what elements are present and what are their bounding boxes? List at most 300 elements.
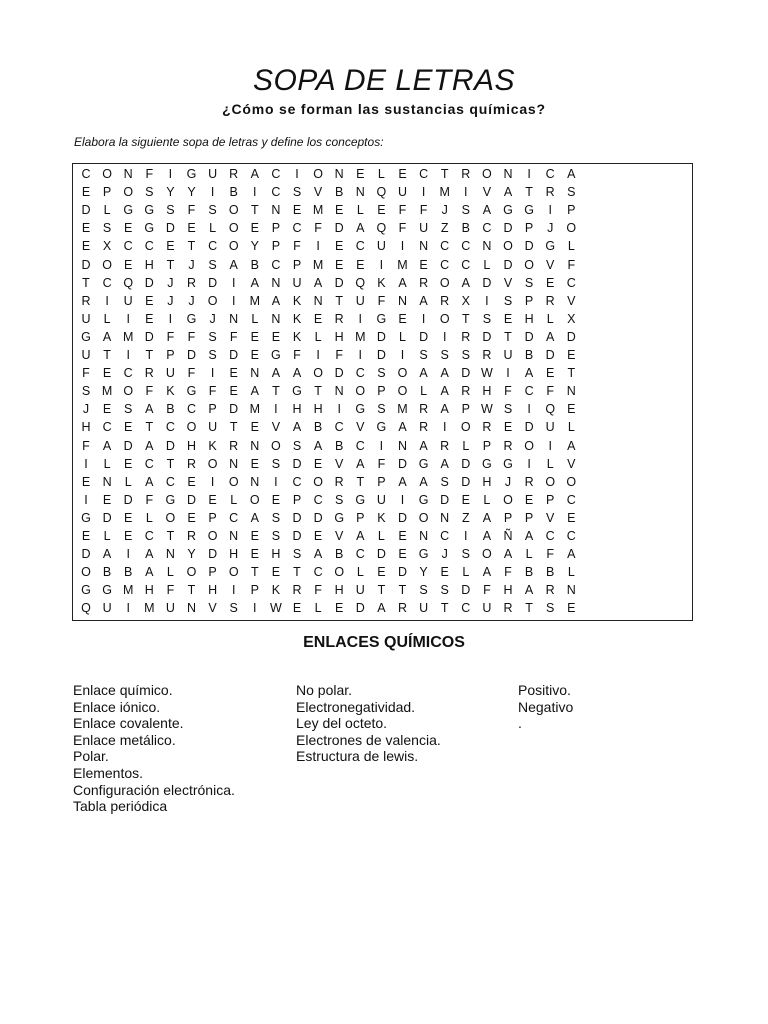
grid-letter: C <box>102 420 112 435</box>
grid-letter: C <box>566 529 576 543</box>
grid-letter: H <box>208 583 218 598</box>
grid-letter: V <box>567 456 576 471</box>
grid-letter: D <box>376 547 386 562</box>
grid-letter: S <box>208 257 217 272</box>
grid-letter: P <box>524 293 534 308</box>
grid-letter: G <box>545 239 556 254</box>
grid-letter: T <box>166 529 175 543</box>
grid-letter: B <box>524 565 534 580</box>
grid-letter: F <box>166 329 175 344</box>
grid-letter: B <box>313 420 323 435</box>
grid-letter: A <box>419 293 428 308</box>
grid-letter: V <box>546 257 555 272</box>
grid-letter: P <box>524 510 534 525</box>
grid-letter: R <box>144 366 154 381</box>
grid-letter: I <box>84 456 88 471</box>
grid-letter: N <box>566 583 576 598</box>
grid-letter: D <box>81 257 91 272</box>
grid-letter: S <box>440 474 449 489</box>
grid-letter: O <box>207 529 218 543</box>
grid-letter: L <box>525 547 533 562</box>
grid-letter: T <box>567 366 576 381</box>
grid-letter: H <box>186 438 197 453</box>
grid-letter: D <box>566 329 576 344</box>
grid-letter: U <box>355 583 365 598</box>
grid-letter: E <box>356 167 365 181</box>
grid-letter: I <box>400 348 405 362</box>
grid-letter: E <box>292 203 302 218</box>
grid-letter: E <box>102 492 112 507</box>
grid-letter: A <box>524 529 534 543</box>
grid-letter: B <box>166 402 175 417</box>
grid-letter: N <box>397 293 408 308</box>
grid-letter: E <box>250 547 259 562</box>
grid-letter: I <box>126 547 130 562</box>
grid-letter: S <box>229 601 238 616</box>
grid-letter: A <box>419 366 428 381</box>
grid-letter: K <box>292 293 302 308</box>
grid-letter: N <box>334 167 344 181</box>
grid-letter: C <box>123 239 133 254</box>
grid-letter: R <box>186 275 197 290</box>
page-subtitle: ¿Cómo se forman las sustancias químicas? <box>222 101 546 117</box>
grid-letter: E <box>503 420 513 435</box>
grid-letter: A <box>503 185 513 200</box>
grid-letter: G <box>292 384 302 399</box>
grid-letter: R <box>419 420 429 435</box>
grid-letter: L <box>462 565 470 580</box>
grid-letter: J <box>167 275 174 290</box>
grid-letter: C <box>461 257 471 272</box>
grid-letter: R <box>440 293 450 308</box>
grid-letter: R <box>503 601 513 616</box>
grid-letter: U <box>81 348 91 362</box>
grid-letter: I <box>442 329 447 344</box>
grid-letter: S <box>102 221 112 236</box>
grid-letter: A <box>546 329 555 344</box>
grid-letter: A <box>313 438 323 453</box>
grid-letter: E <box>524 492 534 507</box>
grid-letter: V <box>482 185 492 200</box>
grid-letter: A <box>145 402 154 417</box>
grid-letter: I <box>274 474 278 489</box>
grid-letter: B <box>335 438 344 453</box>
grid-letter: E <box>124 420 133 435</box>
grid-letter: U <box>292 275 302 290</box>
grid-letter: A <box>567 547 576 562</box>
grid-letter: U <box>165 601 175 616</box>
grid-letter: O <box>566 474 577 489</box>
grid-letter: E <box>229 366 238 381</box>
grid-letter: C <box>208 239 218 254</box>
grid-letter: H <box>144 257 154 272</box>
grid-letter: D <box>186 492 197 507</box>
grid-letter: O <box>313 366 323 381</box>
concept-item: Elementos. <box>73 764 144 781</box>
grid-letter: G <box>355 492 366 507</box>
grid-letter: P <box>271 239 281 254</box>
grid-letter: N <box>250 474 260 489</box>
grid-letter: F <box>335 348 343 362</box>
grid-letter: I <box>274 402 278 417</box>
grid-letter: X <box>461 293 470 308</box>
grid-letter: N <box>229 529 239 543</box>
concept-list-1 <box>73 682 235 815</box>
grid-letter: E <box>145 311 154 326</box>
grid-letter: I <box>295 167 299 181</box>
grid-letter: C <box>461 239 471 254</box>
grid-letter: G <box>524 203 534 218</box>
grid-letter: C <box>440 239 450 254</box>
grid-letter: C <box>102 275 112 290</box>
grid-letter: G <box>123 203 134 218</box>
grid-letter: I <box>253 185 257 200</box>
grid-letter: C <box>292 474 302 489</box>
grid-letter: U <box>355 293 365 308</box>
grid-letter: R <box>545 583 555 598</box>
grid-letter: M <box>355 329 366 344</box>
grid-letter: A <box>102 438 112 453</box>
grid-letter: X <box>567 311 576 326</box>
grid-letter: N <box>566 384 576 399</box>
grid-letter: U <box>419 221 429 236</box>
grid-letter: D <box>123 492 133 507</box>
grid-letter: E <box>81 221 91 236</box>
grid-letter: E <box>335 239 344 254</box>
grid-letter: E <box>377 565 386 580</box>
grid-letter: C <box>313 492 323 507</box>
grid-letter: G <box>503 456 513 471</box>
grid-letter: Y <box>166 185 175 200</box>
grid-letter: F <box>166 583 175 598</box>
grid-letter: C <box>419 167 429 181</box>
grid-letter: O <box>228 474 239 489</box>
grid-letter: I <box>464 185 468 200</box>
grid-letter: P <box>377 474 386 489</box>
grid-letter: S <box>377 402 386 417</box>
grid-letter: G <box>144 221 155 236</box>
grid-row <box>73 473 692 491</box>
grid-letter: D <box>482 275 492 290</box>
grid-letter: E <box>187 510 196 525</box>
grid-letter: H <box>292 402 302 417</box>
grid-letter: O <box>123 185 134 200</box>
grid-letter: O <box>249 492 260 507</box>
concept-item: Electrones de valencia. <box>296 731 441 748</box>
grid-letter: A <box>356 529 365 543</box>
grid-letter: E <box>567 601 576 616</box>
grid-letter: B <box>546 565 555 580</box>
grid-letter: E <box>503 311 513 326</box>
grid-row <box>73 328 692 346</box>
grid-letter: M <box>249 293 260 308</box>
grid-row <box>73 201 692 219</box>
grid-letter: N <box>165 547 175 562</box>
grid-letter: A <box>440 366 449 381</box>
grid-letter: N <box>123 167 133 181</box>
grid-letter: A <box>145 438 154 453</box>
grid-letter: D <box>461 456 471 471</box>
concept-item: Enlace covalente. <box>73 715 184 732</box>
grid-letter: A <box>250 167 259 181</box>
grid-letter: L <box>546 311 554 326</box>
grid-letter: D <box>482 329 492 344</box>
grid-letter: R <box>545 293 555 308</box>
grid-letter: S <box>461 547 470 562</box>
grid-letter: N <box>250 438 260 453</box>
grid-letter: F <box>398 203 407 218</box>
grid-letter: D <box>461 474 471 489</box>
grid-letter: G <box>165 492 176 507</box>
grid-letter: E <box>124 529 133 543</box>
grid-letter: W <box>269 601 282 616</box>
grid-letter: A <box>313 275 323 290</box>
grid-letter: J <box>547 221 554 236</box>
grid-letter: D <box>524 420 534 435</box>
grid-letter: C <box>165 420 175 435</box>
grid-letter: R <box>186 456 197 471</box>
grid-letter: M <box>312 203 324 218</box>
grid-letter: R <box>482 348 492 362</box>
grid-letter: A <box>440 384 449 399</box>
grid-letter: E <box>81 474 91 489</box>
grid-letter: T <box>504 329 512 344</box>
grid-letter: A <box>482 510 492 525</box>
grid-letter: E <box>229 384 238 399</box>
grid-letter: F <box>419 203 428 218</box>
grid-letter: N <box>440 510 450 525</box>
grid-letter: A <box>503 547 513 562</box>
grid-letter: D <box>208 275 218 290</box>
grid-letter: E <box>271 565 281 580</box>
grid-letter: L <box>166 565 174 580</box>
grid-row <box>73 274 692 292</box>
grid-letter: L <box>230 492 238 507</box>
grid-letter: X <box>102 239 112 254</box>
grid-letter: P <box>208 510 217 525</box>
grid-letter: T <box>166 257 175 272</box>
grid-letter: L <box>567 420 575 435</box>
grid-letter: E <box>335 257 344 272</box>
grid-letter: H <box>81 420 91 435</box>
concept-item: Enlace químico. <box>73 682 173 698</box>
grid-letter: O <box>228 221 239 236</box>
grid-letter: L <box>356 565 364 580</box>
grid-letter: G <box>81 583 91 598</box>
grid-letter: A <box>292 366 302 381</box>
grid-letter: E <box>81 529 91 543</box>
grid-letter: Q <box>545 402 556 417</box>
grid-letter: S <box>145 185 154 200</box>
grid-letter: S <box>503 293 513 308</box>
grid-letter: A <box>145 547 154 562</box>
grid-letter: G <box>144 203 155 218</box>
grid-letter: N <box>503 167 513 181</box>
grid-letter: O <box>207 456 218 471</box>
grid-row <box>73 310 692 328</box>
grid-letter: I <box>316 239 320 254</box>
grid-row <box>73 437 692 455</box>
grid-letter: U <box>208 167 218 181</box>
grid-letter: K <box>166 384 175 399</box>
grid-letter: L <box>546 456 554 471</box>
grid-letter: H <box>229 547 239 562</box>
grid-letter: B <box>524 348 534 362</box>
grid-letter: A <box>567 438 576 453</box>
concept-list-3 <box>518 682 573 732</box>
grid-letter: I <box>421 185 426 200</box>
grid-letter: E <box>398 311 407 326</box>
grid-letter: E <box>440 565 449 580</box>
grid-letter: S <box>81 384 91 399</box>
grid-letter: T <box>377 583 386 598</box>
grid-letter: C <box>271 185 281 200</box>
grid-letter: Q <box>376 221 387 236</box>
concept-item: Ley del octeto. <box>296 715 388 732</box>
grid-letter: C <box>524 384 534 399</box>
grid-letter: G <box>102 583 112 598</box>
grid-letter: I <box>506 366 510 381</box>
grid-letter: A <box>229 257 238 272</box>
grid-letter: L <box>420 384 428 399</box>
grid-letter: U <box>376 492 386 507</box>
grid-letter: M <box>144 601 155 616</box>
grid-letter: R <box>229 167 239 181</box>
grid-letter: N <box>271 275 281 290</box>
grid-letter: M <box>101 384 113 399</box>
grid-letter: D <box>545 348 555 362</box>
grid-letter: B <box>335 185 344 200</box>
grid-letter: I <box>126 348 130 362</box>
grid-letter: K <box>292 329 302 344</box>
grid-letter: D <box>397 565 408 580</box>
grid-letter: U <box>81 311 91 326</box>
grid-letter: C <box>165 474 175 489</box>
grid-letter: O <box>313 474 323 489</box>
grid-letter: E <box>398 167 407 181</box>
grid-row <box>73 237 692 255</box>
grid-letter: R <box>419 275 429 290</box>
grid-letter: J <box>188 257 195 272</box>
grid-letter: D <box>229 348 239 362</box>
grid-row <box>73 364 692 382</box>
grid-letter: O <box>313 167 323 181</box>
grid-letter: N <box>313 293 323 308</box>
grid-letter: B <box>229 185 238 200</box>
grid-letter: R <box>461 167 471 181</box>
grid-letter: R <box>229 438 239 453</box>
grid-letter: G <box>482 456 492 471</box>
grid-letter: K <box>377 510 386 525</box>
grid-letter: H <box>524 311 534 326</box>
grid-letter: M <box>122 583 134 598</box>
grid-letter: E <box>124 510 133 525</box>
grid-letter: O <box>545 474 556 489</box>
grid-letter: O <box>102 257 112 272</box>
grid-letter: E <box>102 402 112 417</box>
grid-letter: P <box>292 257 302 272</box>
grid-letter: S <box>524 275 534 290</box>
grid-letter: R <box>186 529 197 543</box>
grid-letter: D <box>334 275 344 290</box>
grid-letter: E <box>102 366 112 381</box>
grid-letter: O <box>439 275 450 290</box>
grid-letter: D <box>208 547 218 562</box>
grid-letter: C <box>123 366 133 381</box>
grid-letter: F <box>567 257 576 272</box>
grid-letter: D <box>503 221 513 236</box>
grid-letter: A <box>440 402 449 417</box>
grid-letter: A <box>145 474 154 489</box>
grid-letter: L <box>251 311 259 326</box>
grid-row <box>73 527 692 545</box>
grid-letter: O <box>524 257 534 272</box>
grid-letter: G <box>334 510 345 525</box>
grid-letter: G <box>81 329 91 344</box>
grid-letter: O <box>503 492 513 507</box>
grid-letter: Q <box>355 275 366 290</box>
grid-letter: I <box>400 239 405 254</box>
grid-letter: Y <box>250 239 259 254</box>
grid-letter: M <box>312 257 324 272</box>
grid-letter: S <box>419 583 428 598</box>
grid-letter: N <box>482 239 492 254</box>
grid-letter: T <box>145 348 154 362</box>
grid-letter: T <box>314 384 322 399</box>
grid-letter: M <box>397 257 408 272</box>
grid-letter: A <box>398 275 407 290</box>
grid-letter: M <box>249 402 260 417</box>
grid-letter: C <box>144 456 154 471</box>
grid-letter: E <box>567 402 576 417</box>
grid-letter: R <box>397 601 408 616</box>
grid-letter: D <box>165 221 175 236</box>
grid-letter: A <box>292 420 302 435</box>
grid-letter: I <box>231 293 236 308</box>
grid-letter: F <box>314 583 322 598</box>
grid-row <box>73 400 692 418</box>
grid-letter: I <box>210 474 215 489</box>
grid-letter: T <box>187 239 196 254</box>
grid-letter: F <box>504 384 512 399</box>
grid-letter: C <box>545 167 555 181</box>
grid-row <box>73 491 692 509</box>
grid-letter: O <box>186 565 197 580</box>
grid-letter: I <box>379 438 384 453</box>
grid-letter: P <box>102 185 112 200</box>
grid-letter: Z <box>440 221 449 236</box>
grid-letter: C <box>313 565 323 580</box>
grid-letter: H <box>271 547 281 562</box>
grid-letter: A <box>461 275 470 290</box>
concept-item: Positivo. <box>518 682 571 698</box>
grid-letter: P <box>482 438 492 453</box>
grid-row <box>73 219 692 237</box>
grid-letter: S <box>546 601 555 616</box>
grid-letter: E <box>313 311 323 326</box>
grid-letter: I <box>84 492 88 507</box>
grid-letter: C <box>545 529 555 543</box>
grid-letter: U <box>376 239 386 254</box>
grid-letter: T <box>82 275 90 290</box>
concept-item: Enlace metálico. <box>73 731 176 748</box>
grid-letter: U <box>545 420 555 435</box>
grid-letter: I <box>358 311 363 326</box>
grid-letter: A <box>398 474 407 489</box>
grid-letter: P <box>271 221 281 236</box>
grid-letter: G <box>81 510 91 525</box>
grid-letter: C <box>334 420 344 435</box>
